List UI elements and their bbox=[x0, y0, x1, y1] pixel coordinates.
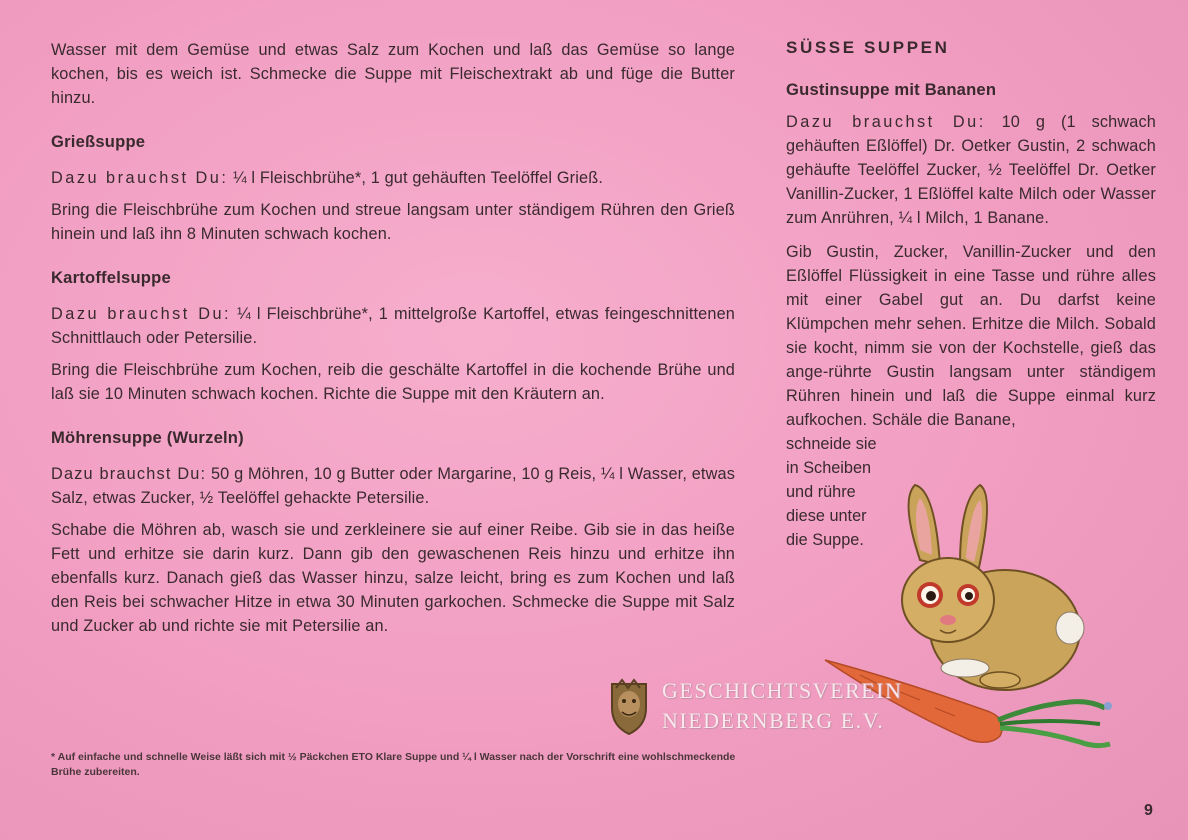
watermark-line-1: GESCHICHTSVEREIN bbox=[662, 678, 903, 703]
footnote: * Auf einfache und schnelle Weise läßt sich mit ½ Päckchen ETO Klare Suppe und ¼ l Wasser nach der Vorschrift eine wohlschmeckende Brühe zubereiten. bbox=[51, 751, 736, 778]
page-number: 9 bbox=[1144, 802, 1153, 819]
rabbit-icon bbox=[902, 485, 1084, 690]
ingredients-prefix: Dazu brauchst Du: bbox=[51, 169, 229, 187]
recipe-title-gustin: Gustinsuppe mit Bananen bbox=[786, 80, 997, 99]
ingredients-text: 10 g (1 schwach gehäuften Eßlöffel) Dr. Oetker Gustin, 2 schwach gehäufte Teelöffel Zucker, ½ Teelöffel Dr. Oetker Vanillin-Zucker, 1 Eßlöffel kalte Milch oder Wasser zum Anrühren, ¼ l Milch, 1 Banane. bbox=[786, 113, 1156, 227]
ingredients-text: 50 g Möhren, 10 g Butter oder Margarine, 10 g Reis, ¼ l Wasser, etwas Salz, etwas Zucker, ½ Teelöffel gehackte Petersilie. bbox=[51, 465, 735, 507]
watermark-line-2: NIEDERNBERG E.V. bbox=[662, 708, 885, 733]
method-kartoffel: Bring die Fleischbrühe zum Kochen, reib die geschälte Kartoffel in die kochende Brühe und laß sie 10 Minuten schwach kochen. Richte die Suppe mit den Kräutern an. bbox=[51, 361, 735, 403]
ingredients-text: ¼ l Fleischbrühe*, 1 gut gehäuften Teelöffel Grieß. bbox=[228, 169, 603, 187]
ingredients-kartoffel bbox=[51, 302, 735, 350]
recipe-title-griess: Grießsuppe bbox=[51, 132, 146, 151]
ingredients-griess bbox=[51, 166, 735, 190]
ingredients-text: ¼ l Fleischbrühe*, 1 mittelgroße Kartoffel, etwas feingeschnittenen Schnittlauch oder Petersilie. bbox=[51, 305, 736, 347]
ingredients-prefix: Dazu brauchst Du: bbox=[51, 465, 207, 483]
left-column bbox=[51, 38, 735, 638]
method-line: die Suppe. bbox=[786, 531, 864, 549]
recipe-title-kartoffel: Kartoffelsuppe bbox=[51, 268, 171, 287]
ingredients-gustin bbox=[786, 110, 1156, 230]
intro-paragraph: Wasser mit dem Gemüse und etwas Salz zum Kochen und laß das Gemüse so lange kochen, bis es weich ist. Schmecke die Suppe mit Fleischextrakt ab und füge die Butter hinzu. bbox=[51, 41, 735, 107]
method-line: diese unter bbox=[786, 507, 867, 525]
section-heading: SÜSSE SUPPEN bbox=[786, 38, 950, 57]
ingredients-prefix: Dazu brauchst Du: bbox=[786, 113, 986, 131]
method-line: und rühre bbox=[786, 483, 856, 501]
method-moehren: Schabe die Möhren ab, wasch sie und zerkleinere sie auf einer Reibe. Gib sie in das heiße Fett und erhitze sie darin kurz. Dann gib den gewaschenen Reis hinzu und erhitze ihn ebenfalls kurz. Danach gieß das Wasser hinzu, salze leicht, bring es zum Kochen und laß den Reis bei schwacher Hitze in etwa 30 Minuten garkochen. Schmecke die Suppe mit Salz und Zucker ab und richte sie mit Petersilie an. bbox=[51, 521, 735, 635]
crest-icon bbox=[606, 678, 652, 736]
method-line: in Scheiben bbox=[786, 459, 872, 477]
method-line: schneide sie bbox=[786, 435, 877, 453]
watermark bbox=[606, 678, 946, 738]
recipe-title-moehren: Möhrensuppe (Wurzeln) bbox=[51, 428, 244, 447]
ingredients-moehren bbox=[51, 462, 735, 510]
right-column bbox=[786, 38, 1156, 552]
method-gustin: Gib Gustin, Zucker, Vanillin-Zucker und den Eßlöffel Flüssigkeit in eine Tasse und rühre alles mit einer Gabel gut an. Du darfst keine Klümpchen mehr sehen. Erhitze die Milch. Sobald sie kocht, nimm sie von der Kochstelle, gieß das ange-rührte Gustin langsam unter ständigem Rühren hinein und laß die Suppe einmal kurz aufkochen. Schäle die Banane, bbox=[786, 243, 1156, 429]
method-griess: Bring die Fleischbrühe zum Kochen und streue langsam unter ständigem Rühren den Grieß hinein und laß ihn 8 Minuten schwach kochen. bbox=[51, 201, 735, 243]
ingredients-prefix: Dazu brauchst Du: bbox=[51, 305, 232, 323]
